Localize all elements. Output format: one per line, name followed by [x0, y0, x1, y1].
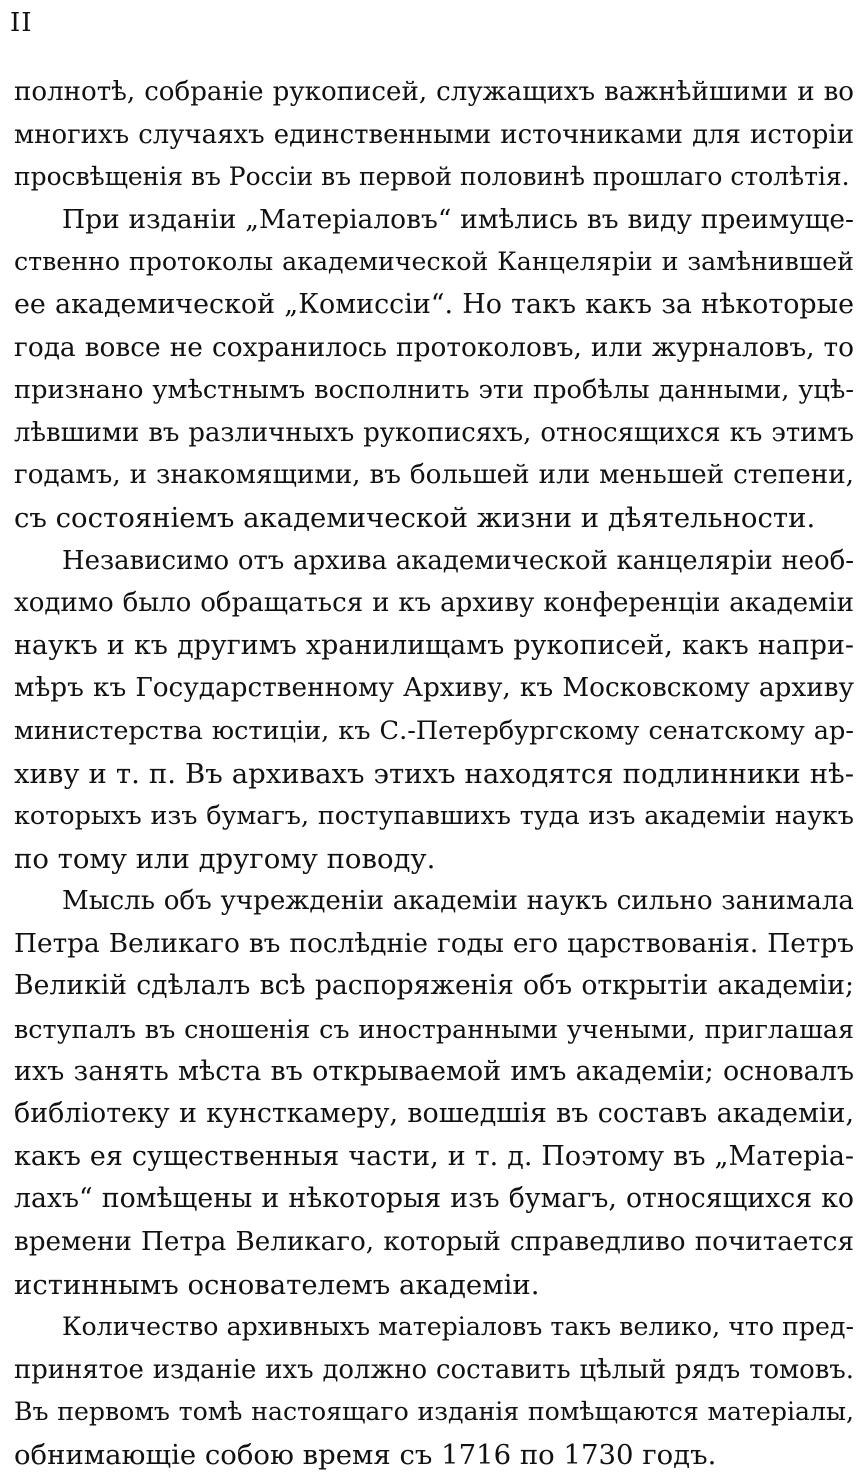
- page-number: II: [10, 8, 33, 38]
- text-line: принятое изданіе ихъ должно составить цѣлый рядъ томовъ.: [14, 1354, 854, 1385]
- text-line: вступалъ въ сношенія съ иностранными учеными, приглашая: [14, 1014, 854, 1045]
- text-line: ходимо было обращаться и къ архиву конференціи академіи: [14, 588, 854, 619]
- body-text: [14, 71, 854, 1477]
- text-line: съ состояніемъ академической жизни и дѣятельности.: [14, 501, 816, 534]
- text-line: ственно протоколы академической Канцеляріи и замѣнившей: [14, 247, 854, 277]
- text-line: мѣръ къ Государственному Архиву, къ Московскому архиву: [14, 673, 854, 704]
- text-line: просвѣщенія въ Россіи въ первой половинѣ прошлаго столѣтія.: [14, 162, 850, 192]
- text-line: какъ ея существенныя части, и т. д. Поэтому въ „Матеріа-: [14, 1140, 854, 1172]
- text-line: министерства юстиціи, къ С.-Петербургскому сенатскому ар-: [14, 715, 854, 746]
- text-line: хиву и т. п. Въ архивахъ этихъ находятся подлинники нѣ-: [14, 757, 854, 790]
- text-line: обнимающіе собою время съ 1716 по 1730 годъ.: [14, 1439, 717, 1471]
- text-line: ихъ занять мѣста въ открываемой имъ академіи; основалъ: [14, 1055, 854, 1087]
- text-line: лѣвшими въ различныхъ рукописяхъ, относящихся къ этимъ: [14, 417, 854, 448]
- text-line: Великій сдѣлалъ всѣ распоряженія объ открытіи академіи;: [14, 970, 854, 1002]
- text-line: Независимо отъ архива академической канцеляріи необ-: [62, 545, 854, 576]
- text-line: которыхъ изъ бумагъ, поступавшихъ туда изъ академіи наукъ: [14, 801, 854, 832]
- text-line: времени Петра Великаго, который справедливо почитается: [14, 1227, 854, 1258]
- text-line: полнотѣ, собраніе рукописей, служащихъ важнѣйшими и во: [14, 77, 854, 107]
- text-line: по тому или другому поводу.: [14, 842, 436, 875]
- text-line: признано умѣстнымъ восполнить эти пробѣлы данными, уцѣ-: [14, 375, 854, 406]
- text-line: истиннымъ основателемъ академіи.: [14, 1268, 540, 1301]
- text-line: ее академической „Комиссіи“. Но такъ какъ за нѣкоторые: [14, 288, 854, 320]
- text-line: лахъ“ помѣщены и нѣкоторыя изъ бумагъ, относящихся ко: [14, 1183, 854, 1215]
- text-line: года вовсе не сохранилось протоколовъ, или журналовъ, то: [14, 332, 854, 363]
- text-line: Петра Великаго въ послѣдніе годы его царствованія. Петръ: [14, 928, 854, 959]
- text-line: многихъ случаяхъ единственными источниками для исторіи: [14, 119, 854, 150]
- text-line: годамъ, и знакомящими, въ большей или меньшей степени,: [14, 460, 854, 491]
- text-line: Количество архивныхъ матеріаловъ такъ велико, что пред-: [62, 1312, 854, 1342]
- text-line: При изданіи „Матеріаловъ“ имѣлись въ виду преимуще-: [62, 203, 854, 235]
- text-line: наукъ и къ другимъ хранилищамъ рукописей, какъ напри-: [14, 629, 854, 661]
- text-line: Въ первомъ томѣ настоящаго изданія помѣщаются матеріалы,: [14, 1397, 854, 1427]
- text-line: Мысль объ учрежденіи академіи наукъ сильно занимала: [62, 886, 854, 917]
- text-line: библіотеку и кунсткамеру, вошедшія въ составъ академіи,: [14, 1098, 854, 1130]
